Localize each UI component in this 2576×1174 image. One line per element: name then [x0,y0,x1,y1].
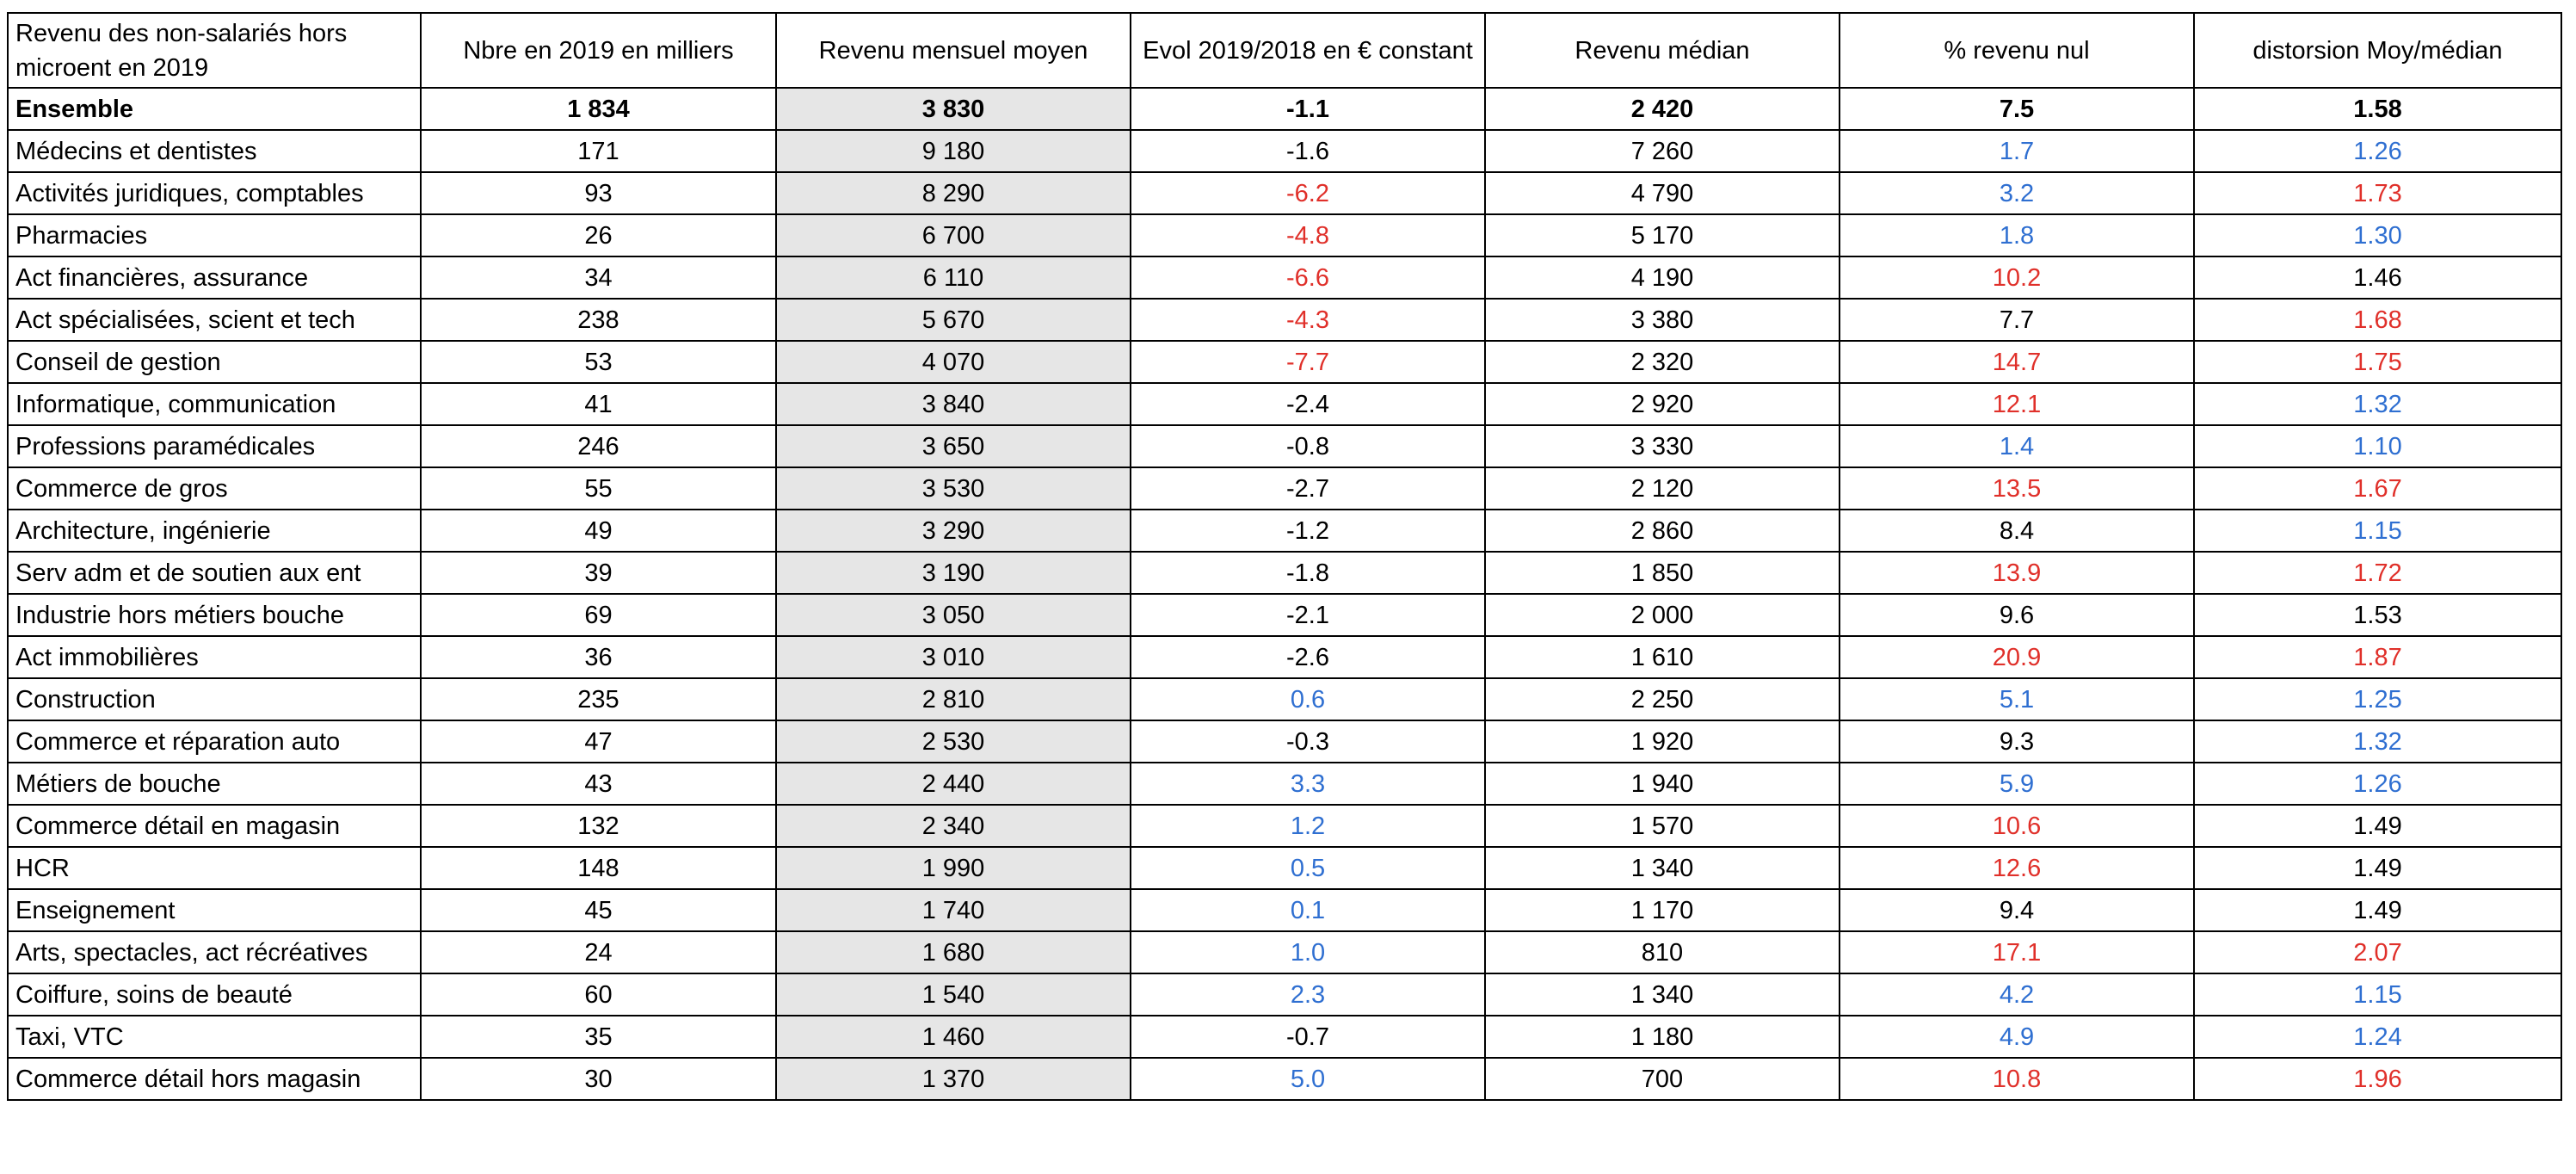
cell-category: Commerce détail hors magasin [8,1058,421,1100]
cell-evolution: 0.5 [1131,847,1485,889]
cell-category: HCR [8,847,421,889]
cell-category: Architecture, ingénierie [8,510,421,552]
column-header-mean-income: Revenu mensuel moyen [776,13,1131,88]
cell-category: Construction [8,678,421,720]
cell-distortion: 1.24 [2194,1016,2561,1058]
cell-count: 148 [421,847,776,889]
cell-zero-income-pct: 14.7 [1840,341,2194,383]
cell-count: 235 [421,678,776,720]
cell-category: Métiers de bouche [8,763,421,805]
column-header-zero-income-pct: % revenu nul [1840,13,2194,88]
cell-median-income: 1 340 [1485,973,1840,1016]
cell-median-income: 1 180 [1485,1016,1840,1058]
table-row [8,425,2561,467]
cell-count: 246 [421,425,776,467]
cell-distortion: 1.15 [2194,973,2561,1016]
cell-distortion: 1.68 [2194,299,2561,341]
cell-category: Ensemble [8,88,421,130]
cell-median-income: 1 610 [1485,636,1840,678]
cell-category: Industrie hors métiers bouche [8,594,421,636]
cell-evolution: -4.3 [1131,299,1485,341]
cell-category: Coiffure, soins de beauté [8,973,421,1016]
cell-mean-income: 3 530 [776,467,1131,510]
cell-zero-income-pct: 1.8 [1840,214,2194,256]
cell-distortion: 1.49 [2194,847,2561,889]
cell-mean-income: 1 370 [776,1058,1131,1100]
cell-category: Act financières, assurance [8,256,421,299]
cell-count: 35 [421,1016,776,1058]
cell-mean-income: 2 340 [776,805,1131,847]
cell-median-income: 1 340 [1485,847,1840,889]
cell-median-income: 2 860 [1485,510,1840,552]
cell-distortion: 1.53 [2194,594,2561,636]
cell-zero-income-pct: 12.6 [1840,847,2194,889]
cell-category: Pharmacies [8,214,421,256]
cell-count: 238 [421,299,776,341]
table-row [8,678,2561,720]
cell-category: Commerce et réparation auto [8,720,421,763]
cell-count: 49 [421,510,776,552]
cell-zero-income-pct: 7.5 [1840,88,2194,130]
cell-mean-income: 8 290 [776,172,1131,214]
cell-evolution: -2.6 [1131,636,1485,678]
cell-mean-income: 4 070 [776,341,1131,383]
table-row [8,1016,2561,1058]
table-row [8,594,2561,636]
cell-category: Act spécialisées, scient et tech [8,299,421,341]
cell-zero-income-pct: 13.9 [1840,552,2194,594]
cell-distortion: 1.87 [2194,636,2561,678]
table-row [8,383,2561,425]
cell-mean-income: 1 460 [776,1016,1131,1058]
cell-median-income: 1 940 [1485,763,1840,805]
table-body [8,88,2561,1100]
cell-zero-income-pct: 20.9 [1840,636,2194,678]
cell-count: 53 [421,341,776,383]
table-row [8,720,2561,763]
cell-evolution: 2.3 [1131,973,1485,1016]
cell-mean-income: 6 700 [776,214,1131,256]
cell-evolution: 1.2 [1131,805,1485,847]
column-header-evolution: Evol 2019/2018 en € constant [1131,13,1485,88]
cell-evolution: -6.2 [1131,172,1485,214]
cell-mean-income: 3 290 [776,510,1131,552]
header-row [8,13,2561,88]
cell-evolution: 3.3 [1131,763,1485,805]
column-header-count: Nbre en 2019 en milliers [421,13,776,88]
cell-evolution: -0.8 [1131,425,1485,467]
column-header-median-income: Revenu médian [1485,13,1840,88]
cell-zero-income-pct: 4.2 [1840,973,2194,1016]
cell-zero-income-pct: 5.9 [1840,763,2194,805]
cell-median-income: 1 920 [1485,720,1840,763]
table-row [8,889,2561,931]
cell-count: 171 [421,130,776,172]
table-row [8,299,2561,341]
table-row [8,172,2561,214]
cell-median-income: 810 [1485,931,1840,973]
cell-count: 24 [421,931,776,973]
cell-median-income: 1 850 [1485,552,1840,594]
cell-distortion: 1.10 [2194,425,2561,467]
cell-distortion: 1.15 [2194,510,2561,552]
cell-zero-income-pct: 5.1 [1840,678,2194,720]
cell-zero-income-pct: 13.5 [1840,467,2194,510]
cell-zero-income-pct: 8.4 [1840,510,2194,552]
cell-category: Serv adm et de soutien aux ent [8,552,421,594]
cell-mean-income: 9 180 [776,130,1131,172]
cell-median-income: 2 420 [1485,88,1840,130]
cell-mean-income: 1 740 [776,889,1131,931]
cell-evolution: -2.7 [1131,467,1485,510]
column-header-distortion: distorsion Moy/médian [2194,13,2561,88]
table-row [8,847,2561,889]
table-row-total [8,88,2561,130]
cell-distortion: 1.73 [2194,172,2561,214]
cell-count: 26 [421,214,776,256]
cell-median-income: 2 320 [1485,341,1840,383]
cell-category: Enseignement [8,889,421,931]
cell-count: 132 [421,805,776,847]
cell-median-income: 2 250 [1485,678,1840,720]
cell-distortion: 1.72 [2194,552,2561,594]
table-row [8,341,2561,383]
cell-evolution: -0.7 [1131,1016,1485,1058]
cell-count: 69 [421,594,776,636]
cell-distortion: 1.32 [2194,720,2561,763]
cell-category: Activités juridiques, comptables [8,172,421,214]
cell-zero-income-pct: 1.7 [1840,130,2194,172]
cell-category: Arts, spectacles, act récréatives [8,931,421,973]
cell-distortion: 1.46 [2194,256,2561,299]
cell-category: Conseil de gestion [8,341,421,383]
cell-count: 93 [421,172,776,214]
cell-zero-income-pct: 9.4 [1840,889,2194,931]
cell-category: Médecins et dentistes [8,130,421,172]
cell-evolution: -1.8 [1131,552,1485,594]
cell-median-income: 7 260 [1485,130,1840,172]
table-row [8,130,2561,172]
cell-count: 43 [421,763,776,805]
cell-count: 60 [421,973,776,1016]
table-row [8,973,2561,1016]
cell-zero-income-pct: 3.2 [1840,172,2194,214]
cell-median-income: 3 330 [1485,425,1840,467]
cell-zero-income-pct: 7.7 [1840,299,2194,341]
cell-evolution: -1.2 [1131,510,1485,552]
cell-category: Commerce de gros [8,467,421,510]
cell-distortion: 1.30 [2194,214,2561,256]
cell-distortion: 1.26 [2194,130,2561,172]
cell-mean-income: 3 840 [776,383,1131,425]
cell-mean-income: 3 190 [776,552,1131,594]
cell-evolution: 0.1 [1131,889,1485,931]
cell-zero-income-pct: 1.4 [1840,425,2194,467]
cell-mean-income: 1 990 [776,847,1131,889]
revenue-table [7,12,2562,1101]
cell-median-income: 2 000 [1485,594,1840,636]
cell-evolution: -0.3 [1131,720,1485,763]
table-row [8,510,2561,552]
cell-count: 47 [421,720,776,763]
cell-category: Professions paramédicales [8,425,421,467]
table-row [8,636,2561,678]
cell-evolution: -7.7 [1131,341,1485,383]
cell-zero-income-pct: 10.8 [1840,1058,2194,1100]
cell-count: 36 [421,636,776,678]
cell-distortion: 1.75 [2194,341,2561,383]
cell-median-income: 1 570 [1485,805,1840,847]
cell-distortion: 1.26 [2194,763,2561,805]
cell-category: Informatique, communication [8,383,421,425]
cell-mean-income: 3 830 [776,88,1131,130]
cell-zero-income-pct: 10.6 [1840,805,2194,847]
cell-evolution: 0.6 [1131,678,1485,720]
cell-zero-income-pct: 9.6 [1840,594,2194,636]
cell-median-income: 700 [1485,1058,1840,1100]
cell-median-income: 4 190 [1485,256,1840,299]
cell-mean-income: 1 680 [776,931,1131,973]
table-row [8,552,2561,594]
cell-evolution: 1.0 [1131,931,1485,973]
table-row [8,805,2561,847]
cell-distortion: 1.96 [2194,1058,2561,1100]
cell-mean-income: 2 440 [776,763,1131,805]
cell-count: 30 [421,1058,776,1100]
cell-distortion: 1.58 [2194,88,2561,130]
cell-median-income: 2 120 [1485,467,1840,510]
cell-distortion: 1.67 [2194,467,2561,510]
cell-median-income: 1 170 [1485,889,1840,931]
cell-mean-income: 5 670 [776,299,1131,341]
cell-count: 39 [421,552,776,594]
cell-mean-income: 2 530 [776,720,1131,763]
cell-mean-income: 6 110 [776,256,1131,299]
cell-median-income: 3 380 [1485,299,1840,341]
cell-count: 34 [421,256,776,299]
cell-evolution: -2.1 [1131,594,1485,636]
cell-mean-income: 1 540 [776,973,1131,1016]
table-row [8,214,2561,256]
cell-count: 41 [421,383,776,425]
cell-distortion: 2.07 [2194,931,2561,973]
cell-distortion: 1.25 [2194,678,2561,720]
cell-category: Taxi, VTC [8,1016,421,1058]
cell-mean-income: 3 050 [776,594,1131,636]
cell-evolution: -2.4 [1131,383,1485,425]
table-row [8,763,2561,805]
cell-category: Act immobilières [8,636,421,678]
cell-zero-income-pct: 10.2 [1840,256,2194,299]
cell-evolution: -4.8 [1131,214,1485,256]
cell-evolution: 5.0 [1131,1058,1485,1100]
cell-evolution: -1.6 [1131,130,1485,172]
cell-median-income: 5 170 [1485,214,1840,256]
cell-distortion: 1.32 [2194,383,2561,425]
cell-zero-income-pct: 17.1 [1840,931,2194,973]
cell-count: 55 [421,467,776,510]
column-header-category: Revenu des non-salariés hors microent en 2019 [8,13,421,88]
cell-count: 45 [421,889,776,931]
table-row [8,1058,2561,1100]
cell-category: Commerce détail en magasin [8,805,421,847]
cell-median-income: 2 920 [1485,383,1840,425]
cell-evolution: -1.1 [1131,88,1485,130]
cell-median-income: 4 790 [1485,172,1840,214]
cell-zero-income-pct: 12.1 [1840,383,2194,425]
cell-evolution: -6.6 [1131,256,1485,299]
table-row [8,467,2561,510]
cell-zero-income-pct: 9.3 [1840,720,2194,763]
cell-mean-income: 3 010 [776,636,1131,678]
table-row [8,931,2561,973]
cell-distortion: 1.49 [2194,805,2561,847]
cell-mean-income: 2 810 [776,678,1131,720]
cell-distortion: 1.49 [2194,889,2561,931]
cell-mean-income: 3 650 [776,425,1131,467]
cell-zero-income-pct: 4.9 [1840,1016,2194,1058]
table-row [8,256,2561,299]
cell-count: 1 834 [421,88,776,130]
